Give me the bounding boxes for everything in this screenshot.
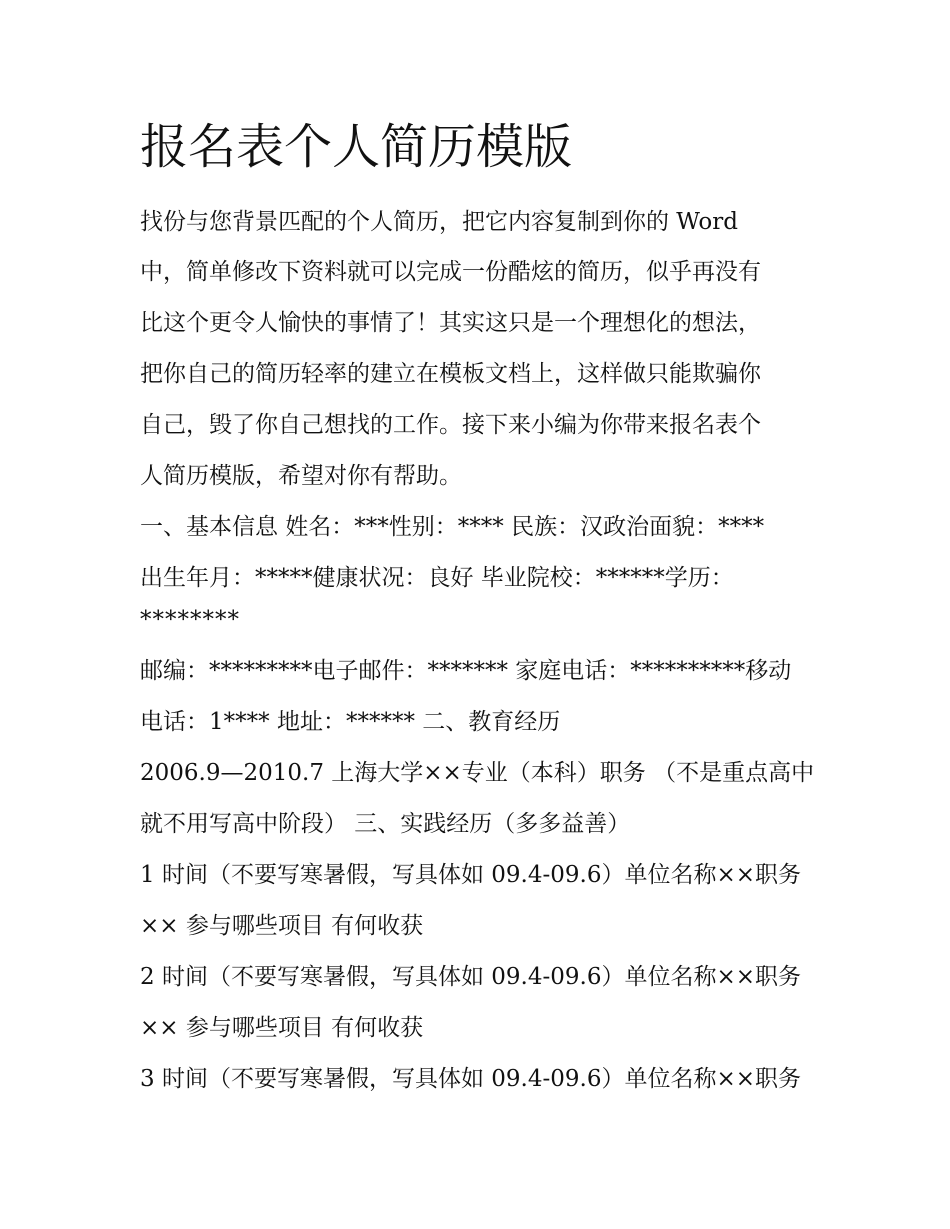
paragraph-line: 把你自己的简历轻率的建立在模板文档上，这样做只能欺骗你: [140, 361, 761, 387]
paragraph-line: 自己，毁了你自己想找的工作。接下来小编为你带来报名表个: [140, 412, 761, 438]
education-line: 2006.9—2010.7 上海大学××专业（本科）职务 （不是重点高中: [140, 760, 815, 786]
contact-line: 邮编：*********电子邮件：******* 家庭电话：**********移动: [140, 658, 792, 684]
basic-info-line: ********: [140, 607, 240, 633]
basic-info-line: 一、基本信息 姓名：***性别：**** 民族：汉政治面貌：****: [140, 514, 765, 540]
basic-info-line: 出生年月：*****健康状况：良好 毕业院校：******学历：: [140, 565, 734, 591]
experience-line: 2 时间（不要写寒暑假，写具体如 09.4-09.6）单位名称××职务: [140, 964, 801, 990]
experience-line: ×× 参与哪些项目 有何收获: [140, 1015, 424, 1041]
contact-line: 电话：1**** 地址：****** 二、教育经历: [140, 709, 561, 735]
document-title: 报名表个人简历模版: [140, 119, 573, 175]
experience-line: ×× 参与哪些项目 有何收获: [140, 913, 424, 939]
experience-line: 3 时间（不要写寒暑假，写具体如 09.4-09.6）单位名称××职务: [140, 1066, 801, 1092]
education-line: 就不用写高中阶段） 三、实践经历（多多益善）: [140, 811, 631, 837]
paragraph-line: 中，简单修改下资料就可以完成一份酷炫的简历，似乎再没有: [140, 259, 761, 285]
paragraph-line: 比这个更令人愉快的事情了！其实这只是一个理想化的想法，: [140, 310, 761, 336]
paragraph-line: 找份与您背景匹配的个人简历，把它内容复制到你的 Word: [140, 209, 738, 235]
paragraph-line: 人简历模版，希望对你有帮助。: [140, 463, 462, 489]
experience-line: 1 时间（不要写寒暑假，写具体如 09.4-09.6）单位名称××职务: [140, 862, 801, 888]
